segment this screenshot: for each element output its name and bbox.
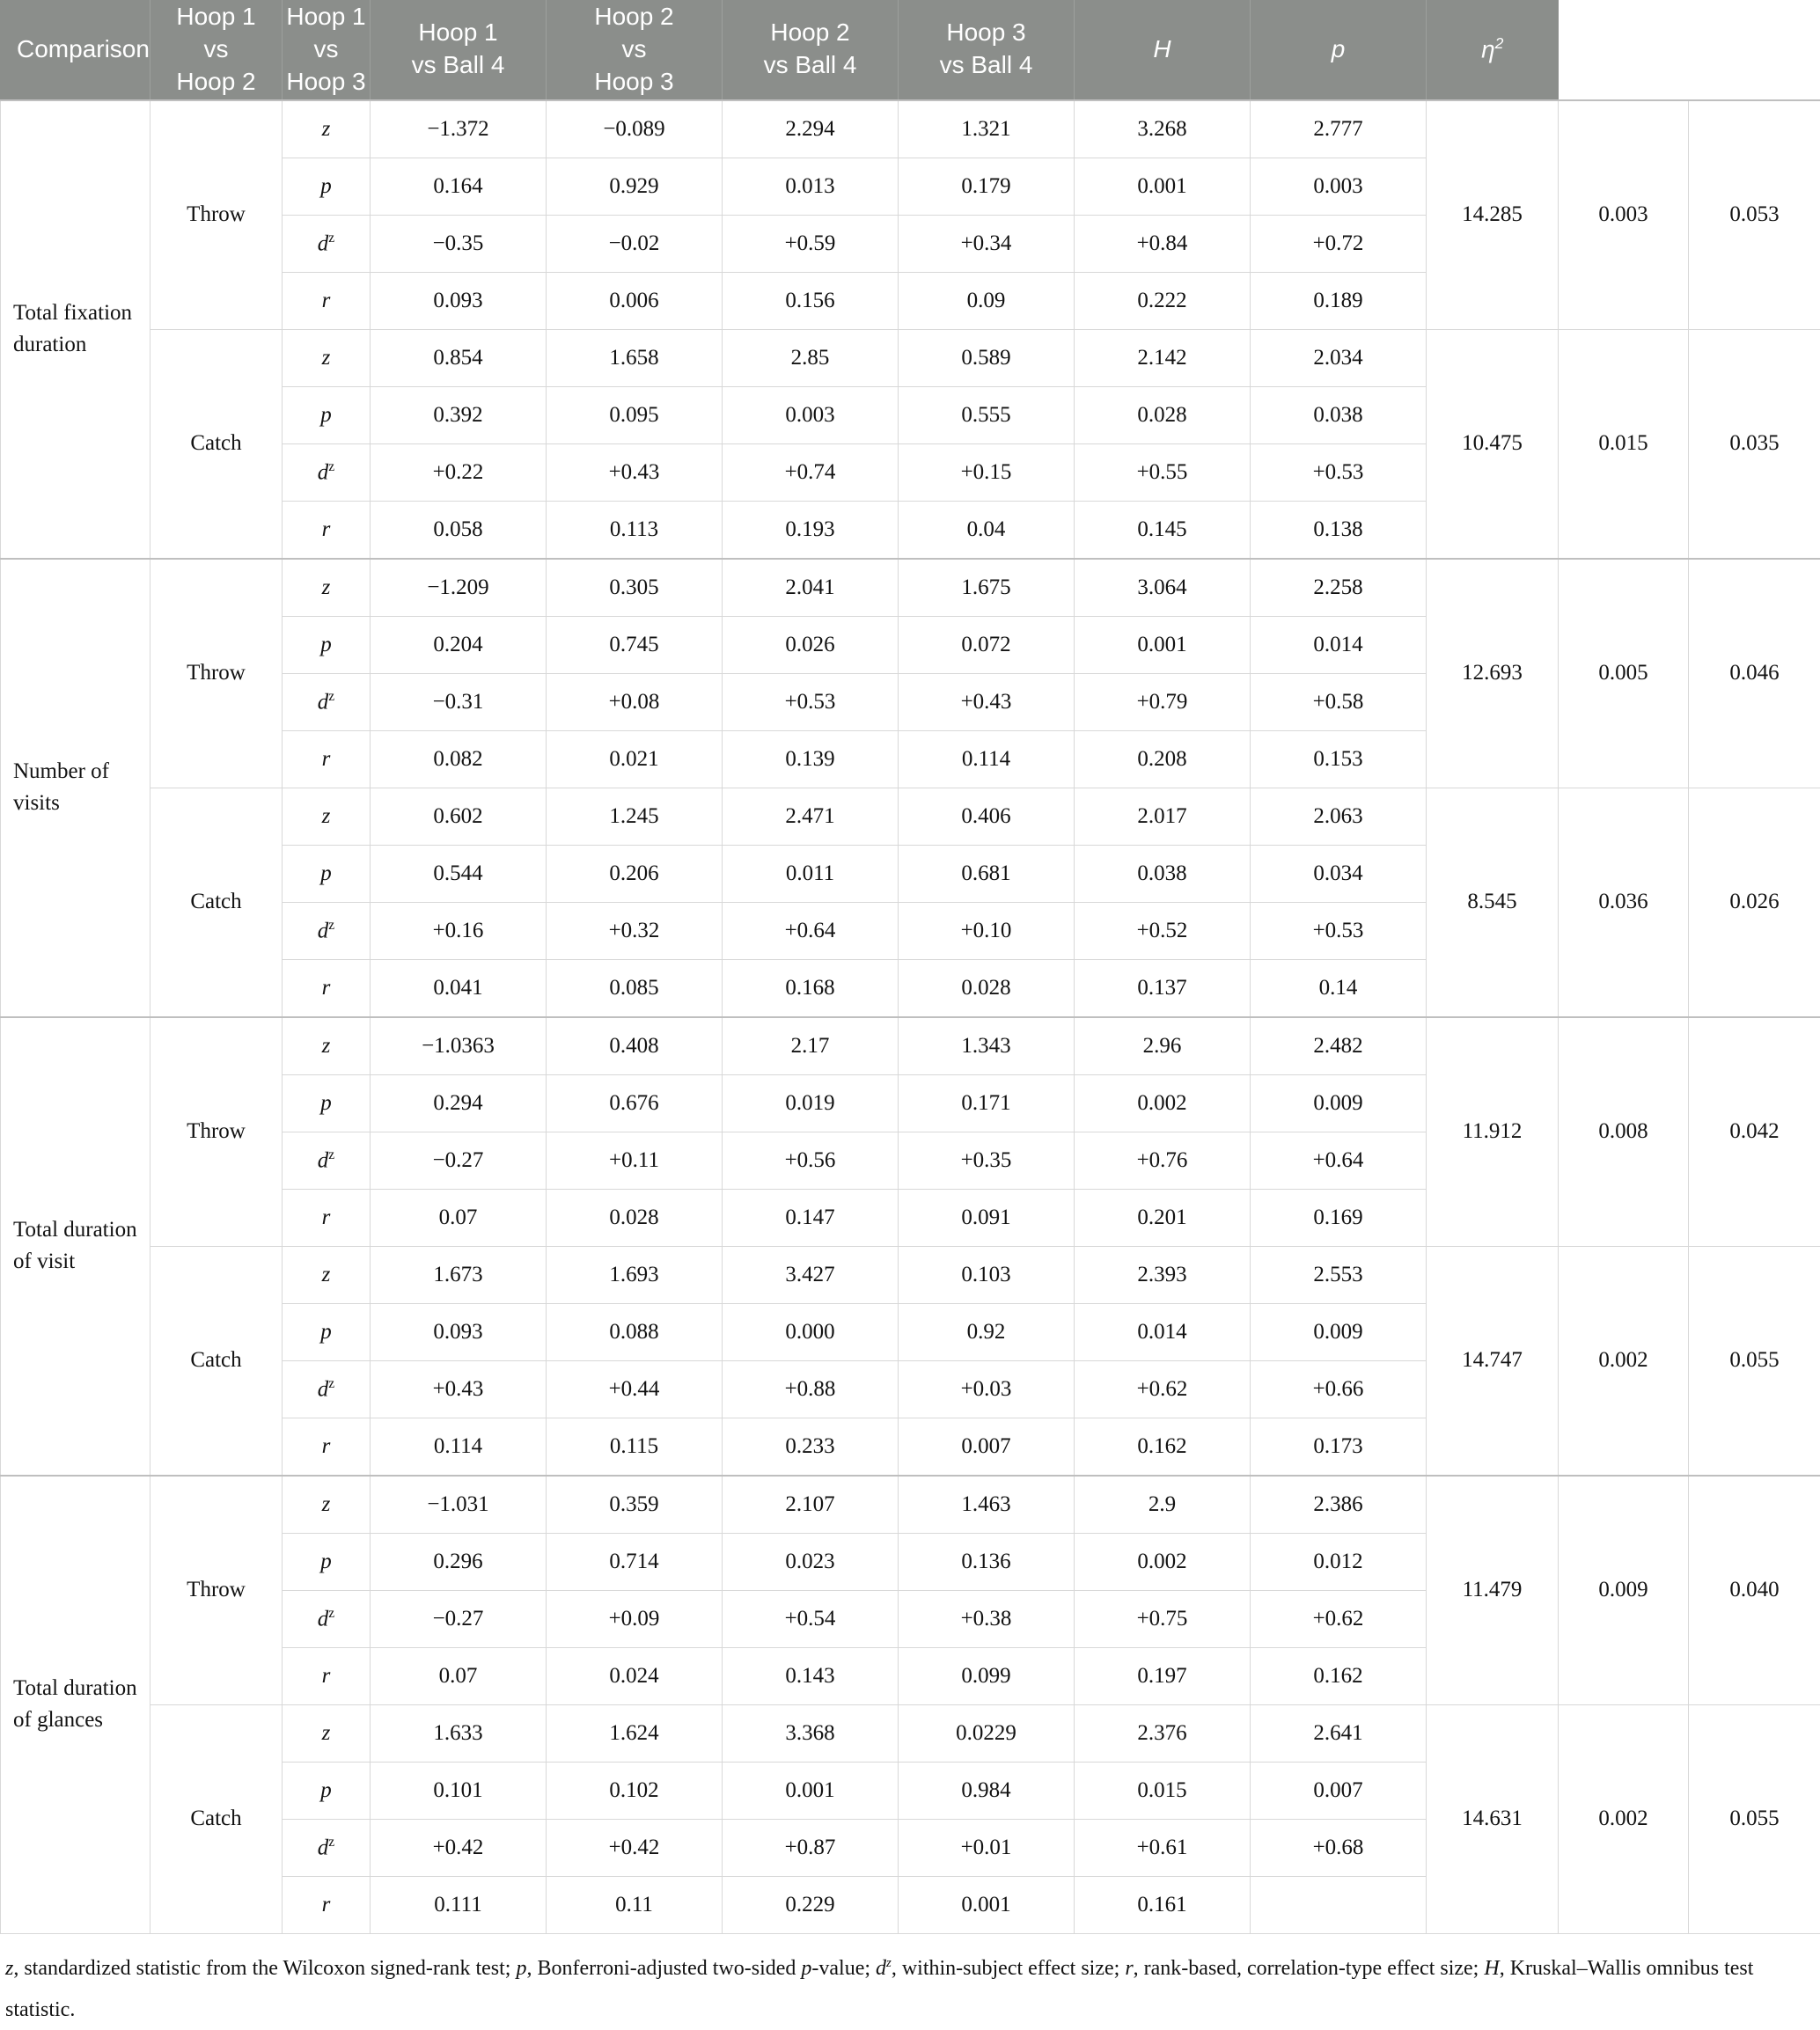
omnibus-eta2-cell: 0.053 xyxy=(1689,100,1820,330)
value-cell: 0.145 xyxy=(1075,501,1251,559)
value-cell: −1.031 xyxy=(371,1476,547,1534)
value-cell: +0.15 xyxy=(899,443,1075,501)
value-cell: 0.392 xyxy=(371,386,547,443)
stat-row-label: p xyxy=(283,1074,371,1132)
omnibus-eta2-cell: 0.042 xyxy=(1689,1017,1820,1247)
table-footnote xyxy=(0,1934,1820,2030)
value-cell: 0.001 xyxy=(1075,158,1251,215)
value-cell: 0.359 xyxy=(547,1476,723,1534)
value-cell: 0.072 xyxy=(899,616,1075,673)
omnibus-h-cell: 11.479 xyxy=(1427,1476,1559,1705)
value-cell: 0.229 xyxy=(723,1876,899,1933)
stat-row-label: p xyxy=(283,1762,371,1819)
value-cell: 0.201 xyxy=(1075,1189,1251,1246)
value-cell: 3.268 xyxy=(1075,100,1251,158)
stat-row-label: p xyxy=(283,158,371,215)
omnibus-eta2-cell: 0.055 xyxy=(1689,1704,1820,1933)
value-cell: +0.59 xyxy=(723,215,899,272)
value-cell: 0.003 xyxy=(723,386,899,443)
footnote-segment: z xyxy=(5,1957,13,1980)
value-cell: 0.093 xyxy=(371,1303,547,1360)
column-header-pair-6: Hoop 3 vs Ball 4 xyxy=(899,0,1075,100)
value-cell: 0.137 xyxy=(1075,959,1251,1017)
stat-row-label: r xyxy=(283,1647,371,1704)
value-cell: +0.68 xyxy=(1251,1819,1427,1876)
footnote-segment: , Bonferroni-adjusted two-sided xyxy=(526,1957,801,1980)
footnote-segment: , Kruskal–Wallis omnibus test statistic. xyxy=(5,1957,1753,2021)
value-cell: 0.406 xyxy=(899,788,1075,845)
phase-label: Throw xyxy=(150,1017,283,1247)
value-cell: +0.74 xyxy=(723,443,899,501)
value-cell: +0.10 xyxy=(899,902,1075,959)
omnibus-h-cell: 10.475 xyxy=(1427,329,1559,559)
value-cell: 1.675 xyxy=(899,559,1075,617)
footnote-segment: p xyxy=(801,1957,811,1980)
value-cell: 0.021 xyxy=(547,730,723,788)
footnote-segment: p xyxy=(516,1957,526,1980)
value-cell: 0.681 xyxy=(899,845,1075,902)
value-cell: 1.624 xyxy=(547,1704,723,1762)
value-cell: 0.023 xyxy=(723,1533,899,1590)
value-cell: 0.101 xyxy=(371,1762,547,1819)
value-cell: +0.43 xyxy=(547,443,723,501)
value-cell: 2.482 xyxy=(1251,1017,1427,1075)
stat-row-label: z xyxy=(283,1246,371,1303)
value-cell: 0.222 xyxy=(1075,272,1251,329)
table-row xyxy=(1,1017,1820,1075)
value-cell: 0.162 xyxy=(1075,1418,1251,1476)
omnibus-p-cell: 0.008 xyxy=(1559,1017,1689,1247)
value-cell: 0.002 xyxy=(1075,1533,1251,1590)
value-cell: 0.114 xyxy=(371,1418,547,1476)
value-cell: +0.43 xyxy=(371,1360,547,1418)
omnibus-h-cell: 14.747 xyxy=(1427,1246,1559,1476)
omnibus-p-cell: 0.015 xyxy=(1559,329,1689,559)
omnibus-h-cell: 12.693 xyxy=(1427,559,1559,788)
value-cell: 1.245 xyxy=(547,788,723,845)
omnibus-eta2-cell: 0.035 xyxy=(1689,329,1820,559)
value-cell: 0.189 xyxy=(1251,272,1427,329)
footnote-segment: , rank-based, correlation-type effect size; xyxy=(1134,1957,1485,1980)
value-cell: +0.34 xyxy=(899,215,1075,272)
stat-row-label: r xyxy=(283,1189,371,1246)
table-row xyxy=(1,329,1820,386)
value-cell: 2.034 xyxy=(1251,329,1427,386)
value-cell: 0.929 xyxy=(547,158,723,215)
value-cell: +0.64 xyxy=(1251,1132,1427,1189)
column-header-pair-4: Hoop 2 vs Hoop 3 xyxy=(547,0,723,100)
stat-row-label: r xyxy=(283,272,371,329)
value-cell: 0.019 xyxy=(723,1074,899,1132)
value-cell: 0.001 xyxy=(1075,616,1251,673)
value-cell: 0.015 xyxy=(1075,1762,1251,1819)
stat-row-label: r xyxy=(283,1876,371,1933)
value-cell: 2.393 xyxy=(1075,1246,1251,1303)
value-cell: +0.55 xyxy=(1075,443,1251,501)
phase-label: Throw xyxy=(150,559,283,788)
value-cell: 0.197 xyxy=(1075,1647,1251,1704)
value-cell: 0.169 xyxy=(1251,1189,1427,1246)
value-cell: 1.633 xyxy=(371,1704,547,1762)
value-cell: +0.08 xyxy=(547,673,723,730)
value-cell: 2.386 xyxy=(1251,1476,1427,1534)
value-cell: 0.007 xyxy=(899,1418,1075,1476)
omnibus-h-cell: 14.631 xyxy=(1427,1704,1559,1933)
value-cell: +0.56 xyxy=(723,1132,899,1189)
value-cell: 2.96 xyxy=(1075,1017,1251,1075)
stat-row-label: p xyxy=(283,845,371,902)
value-cell: 0.001 xyxy=(723,1762,899,1819)
value-cell: +0.01 xyxy=(899,1819,1075,1876)
value-cell: 0.139 xyxy=(723,730,899,788)
omnibus-eta2-cell: 0.040 xyxy=(1689,1476,1820,1705)
value-cell: +0.88 xyxy=(723,1360,899,1418)
value-cell: +0.64 xyxy=(723,902,899,959)
value-cell: +0.43 xyxy=(899,673,1075,730)
footnote-segment: r xyxy=(1125,1957,1133,1980)
value-cell: 0.171 xyxy=(899,1074,1075,1132)
column-header-eta2: $\eta^2$ xyxy=(1427,0,1559,100)
table-header xyxy=(1,0,1820,100)
value-cell: +0.38 xyxy=(899,1590,1075,1647)
stat-row-label: z xyxy=(283,1704,371,1762)
stat-row-label: r xyxy=(283,501,371,559)
column-header-pair-2: Hoop 1 vs Hoop 3 xyxy=(283,0,371,100)
stat-row-label: p xyxy=(283,386,371,443)
value-cell: 0.024 xyxy=(547,1647,723,1704)
value-cell: 3.064 xyxy=(1075,559,1251,617)
value-cell: +0.11 xyxy=(547,1132,723,1189)
phase-label: Catch xyxy=(150,1704,283,1933)
footnote-segment: $d^z$ xyxy=(876,1957,892,1980)
value-cell: 1.321 xyxy=(899,100,1075,158)
value-cell: +0.52 xyxy=(1075,902,1251,959)
value-cell: 2.041 xyxy=(723,559,899,617)
stat-row-label: z xyxy=(283,559,371,617)
omnibus-p-cell: 0.009 xyxy=(1559,1476,1689,1705)
value-cell: +0.66 xyxy=(1251,1360,1427,1418)
value-cell: +0.53 xyxy=(1251,902,1427,959)
value-cell: 0.028 xyxy=(899,959,1075,1017)
value-cell: 0.173 xyxy=(1251,1418,1427,1476)
value-cell: 0.162 xyxy=(1251,1647,1427,1704)
value-cell: +0.16 xyxy=(371,902,547,959)
stat-row-label: z xyxy=(283,100,371,158)
value-cell: 0.544 xyxy=(371,845,547,902)
value-cell: 0.014 xyxy=(1075,1303,1251,1360)
value-cell: +0.72 xyxy=(1251,215,1427,272)
value-cell: 0.161 xyxy=(1075,1876,1251,1933)
value-cell: 0.088 xyxy=(547,1303,723,1360)
value-cell: −0.27 xyxy=(371,1590,547,1647)
value-cell: 0.001 xyxy=(899,1876,1075,1933)
value-cell: 1.673 xyxy=(371,1246,547,1303)
value-cell: 0.156 xyxy=(723,272,899,329)
value-cell: +0.58 xyxy=(1251,673,1427,730)
stat-row-label: z xyxy=(283,1017,371,1075)
value-cell: 2.294 xyxy=(723,100,899,158)
value-cell: 0.745 xyxy=(547,616,723,673)
omnibus-p-cell: 0.036 xyxy=(1559,788,1689,1017)
value-cell: +0.61 xyxy=(1075,1819,1251,1876)
value-cell: 0.602 xyxy=(371,788,547,845)
table-row xyxy=(1,1704,1820,1762)
value-cell: −1.0363 xyxy=(371,1017,547,1075)
omnibus-h-cell: 14.285 xyxy=(1427,100,1559,330)
value-cell: −0.31 xyxy=(371,673,547,730)
value-cell: 2.641 xyxy=(1251,1704,1427,1762)
value-cell: 0.058 xyxy=(371,501,547,559)
value-cell: 2.471 xyxy=(723,788,899,845)
omnibus-p-cell: 0.002 xyxy=(1559,1704,1689,1933)
stat-row-label: p xyxy=(283,616,371,673)
omnibus-p-cell: 0.003 xyxy=(1559,100,1689,330)
value-cell: 0.14 xyxy=(1251,959,1427,1017)
value-cell: 0.115 xyxy=(547,1418,723,1476)
value-cell: +0.35 xyxy=(899,1132,1075,1189)
value-cell: +0.62 xyxy=(1251,1590,1427,1647)
value-cell: 0.102 xyxy=(547,1762,723,1819)
value-cell: +0.75 xyxy=(1075,1590,1251,1647)
value-cell: 0.011 xyxy=(723,845,899,902)
stat-row-label: $d^z$ xyxy=(283,1360,371,1418)
stat-row-label: $d^z$ xyxy=(283,443,371,501)
value-cell: +0.22 xyxy=(371,443,547,501)
stat-row-label: r xyxy=(283,1418,371,1476)
value-cell: 0.103 xyxy=(899,1246,1075,1303)
value-cell: +0.09 xyxy=(547,1590,723,1647)
value-cell: +0.42 xyxy=(547,1819,723,1876)
value-cell: 0.091 xyxy=(899,1189,1075,1246)
value-cell: 0.000 xyxy=(723,1303,899,1360)
value-cell: +0.54 xyxy=(723,1590,899,1647)
column-header-pair-3: Hoop 1 vs Ball 4 xyxy=(371,0,547,100)
value-cell: 0.041 xyxy=(371,959,547,1017)
value-cell: +0.03 xyxy=(899,1360,1075,1418)
phase-label: Catch xyxy=(150,788,283,1017)
value-cell: 0.305 xyxy=(547,559,723,617)
footnote-segment: , standardized statistic from the Wilcoxon signed-rank test; xyxy=(13,1957,516,1980)
value-cell: 2.142 xyxy=(1075,329,1251,386)
value-cell: 0.984 xyxy=(899,1762,1075,1819)
value-cell: 0.206 xyxy=(547,845,723,902)
value-cell: 0.168 xyxy=(723,959,899,1017)
table-row xyxy=(1,559,1820,617)
row-group-label: Number of visits xyxy=(1,559,150,1017)
column-header-p: p xyxy=(1251,0,1427,100)
value-cell: 0.854 xyxy=(371,329,547,386)
stat-row-label: r xyxy=(283,959,371,1017)
value-cell: 2.777 xyxy=(1251,100,1427,158)
value-cell: 0.04 xyxy=(899,501,1075,559)
value-cell: −1.372 xyxy=(371,100,547,158)
stat-row-label: $d^z$ xyxy=(283,902,371,959)
value-cell: 0.026 xyxy=(723,616,899,673)
value-cell: 0.294 xyxy=(371,1074,547,1132)
value-cell: 0.143 xyxy=(723,1647,899,1704)
table-body xyxy=(1,100,1820,1934)
value-cell: +0.87 xyxy=(723,1819,899,1876)
omnibus-eta2-cell: 0.046 xyxy=(1689,559,1820,788)
value-cell: 0.153 xyxy=(1251,730,1427,788)
value-cell: 0.136 xyxy=(899,1533,1075,1590)
value-cell: 0.555 xyxy=(899,386,1075,443)
column-header-H: H xyxy=(1075,0,1251,100)
omnibus-p-cell: 0.005 xyxy=(1559,559,1689,788)
value-cell: 0.147 xyxy=(723,1189,899,1246)
row-group-label: Total fixation duration xyxy=(1,100,150,559)
value-cell: 0.714 xyxy=(547,1533,723,1590)
value-cell: 0.114 xyxy=(899,730,1075,788)
value-cell: 0.0229 xyxy=(899,1704,1075,1762)
stat-row-label: $d^z$ xyxy=(283,1819,371,1876)
value-cell: 0.111 xyxy=(371,1876,547,1933)
value-cell: −0.27 xyxy=(371,1132,547,1189)
value-cell: 2.9 xyxy=(1075,1476,1251,1534)
phase-label: Catch xyxy=(150,1246,283,1476)
value-cell: 2.107 xyxy=(723,1476,899,1534)
row-group-label: Total duration of glances xyxy=(1,1476,150,1934)
stat-row-label: z xyxy=(283,788,371,845)
value-cell: 0.028 xyxy=(547,1189,723,1246)
value-cell: 2.376 xyxy=(1075,1704,1251,1762)
value-cell: 0.082 xyxy=(371,730,547,788)
table-row xyxy=(1,1476,1820,1534)
value-cell: 0.92 xyxy=(899,1303,1075,1360)
value-cell: 2.017 xyxy=(1075,788,1251,845)
value-cell: 0.009 xyxy=(1251,1074,1427,1132)
stat-row-label: $d^z$ xyxy=(283,673,371,730)
value-cell: 0.233 xyxy=(723,1418,899,1476)
stat-row-label: p xyxy=(283,1533,371,1590)
phase-label: Catch xyxy=(150,329,283,559)
value-cell: +0.53 xyxy=(723,673,899,730)
value-cell: 0.208 xyxy=(1075,730,1251,788)
value-cell: 0.012 xyxy=(1251,1533,1427,1590)
value-cell: +0.42 xyxy=(371,1819,547,1876)
column-header-pair-1: Hoop 1 vs Hoop 2 xyxy=(150,0,283,100)
value-cell: 2.553 xyxy=(1251,1246,1427,1303)
value-cell: 0.007 xyxy=(1251,1762,1427,1819)
omnibus-eta2-cell: 0.055 xyxy=(1689,1246,1820,1476)
value-cell: 2.063 xyxy=(1251,788,1427,845)
stat-row-label: z xyxy=(283,1476,371,1534)
value-cell: 0.095 xyxy=(547,386,723,443)
omnibus-eta2-cell: 0.026 xyxy=(1689,788,1820,1017)
value-cell: 0.138 xyxy=(1251,501,1427,559)
value-cell: 0.002 xyxy=(1075,1074,1251,1132)
value-cell: 0.038 xyxy=(1075,845,1251,902)
value-cell: 0.204 xyxy=(371,616,547,673)
value-cell: +0.84 xyxy=(1075,215,1251,272)
value-cell: 0.034 xyxy=(1251,845,1427,902)
stat-row-label: z xyxy=(283,329,371,386)
value-cell: +0.76 xyxy=(1075,1132,1251,1189)
value-cell: 1.463 xyxy=(899,1476,1075,1534)
omnibus-h-cell: 8.545 xyxy=(1427,788,1559,1017)
value-cell: 2.85 xyxy=(723,329,899,386)
value-cell: 1.693 xyxy=(547,1246,723,1303)
table-row xyxy=(1,1246,1820,1303)
value-cell: 0.179 xyxy=(899,158,1075,215)
stat-row-label: $d^z$ xyxy=(283,1590,371,1647)
value-cell: 0.006 xyxy=(547,272,723,329)
table-header-row xyxy=(1,0,1820,100)
row-group-label: Total duration of visit xyxy=(1,1017,150,1476)
value-cell: 2.258 xyxy=(1251,559,1427,617)
stat-row-label: $d^z$ xyxy=(283,215,371,272)
footnote-segment: H xyxy=(1484,1957,1499,1980)
value-cell: 0.408 xyxy=(547,1017,723,1075)
value-cell: 0.113 xyxy=(547,501,723,559)
omnibus-h-cell: 11.912 xyxy=(1427,1017,1559,1247)
value-cell: −0.02 xyxy=(547,215,723,272)
value-cell xyxy=(1251,1876,1427,1933)
value-cell: 0.099 xyxy=(899,1647,1075,1704)
value-cell: +0.53 xyxy=(1251,443,1427,501)
value-cell: 1.658 xyxy=(547,329,723,386)
phase-label: Throw xyxy=(150,1476,283,1705)
value-cell: +0.62 xyxy=(1075,1360,1251,1418)
stat-row-label: $d^z$ xyxy=(283,1132,371,1189)
stat-row-label: r xyxy=(283,730,371,788)
value-cell: 0.11 xyxy=(547,1876,723,1933)
value-cell: +0.32 xyxy=(547,902,723,959)
value-cell: 0.07 xyxy=(371,1189,547,1246)
value-cell: 0.014 xyxy=(1251,616,1427,673)
omnibus-p-cell: 0.002 xyxy=(1559,1246,1689,1476)
value-cell: 3.368 xyxy=(723,1704,899,1762)
value-cell: 3.427 xyxy=(723,1246,899,1303)
value-cell: 0.085 xyxy=(547,959,723,1017)
value-cell: −0.35 xyxy=(371,215,547,272)
value-cell: 0.013 xyxy=(723,158,899,215)
value-cell: −0.089 xyxy=(547,100,723,158)
value-cell: 0.038 xyxy=(1251,386,1427,443)
stat-row-label: p xyxy=(283,1303,371,1360)
value-cell: 0.009 xyxy=(1251,1303,1427,1360)
footnote-segment: -value; xyxy=(811,1957,876,1980)
value-cell: 1.343 xyxy=(899,1017,1075,1075)
value-cell: 0.589 xyxy=(899,329,1075,386)
value-cell: +0.79 xyxy=(1075,673,1251,730)
footnote-segment: , within-subject effect size; xyxy=(892,1957,1125,1980)
value-cell: −1.209 xyxy=(371,559,547,617)
column-header-pair-5: Hoop 2 vs Ball 4 xyxy=(723,0,899,100)
value-cell: +0.44 xyxy=(547,1360,723,1418)
value-cell: 0.676 xyxy=(547,1074,723,1132)
value-cell: 0.296 xyxy=(371,1533,547,1590)
phase-label: Throw xyxy=(150,100,283,330)
value-cell: 0.164 xyxy=(371,158,547,215)
value-cell: 0.193 xyxy=(723,501,899,559)
value-cell: 0.028 xyxy=(1075,386,1251,443)
value-cell: 0.093 xyxy=(371,272,547,329)
value-cell: 0.003 xyxy=(1251,158,1427,215)
table-row xyxy=(1,100,1820,158)
value-cell: 0.09 xyxy=(899,272,1075,329)
value-cell: 0.07 xyxy=(371,1647,547,1704)
value-cell: 2.17 xyxy=(723,1017,899,1075)
table-row xyxy=(1,788,1820,845)
column-header-comparison: Comparison xyxy=(1,0,150,100)
